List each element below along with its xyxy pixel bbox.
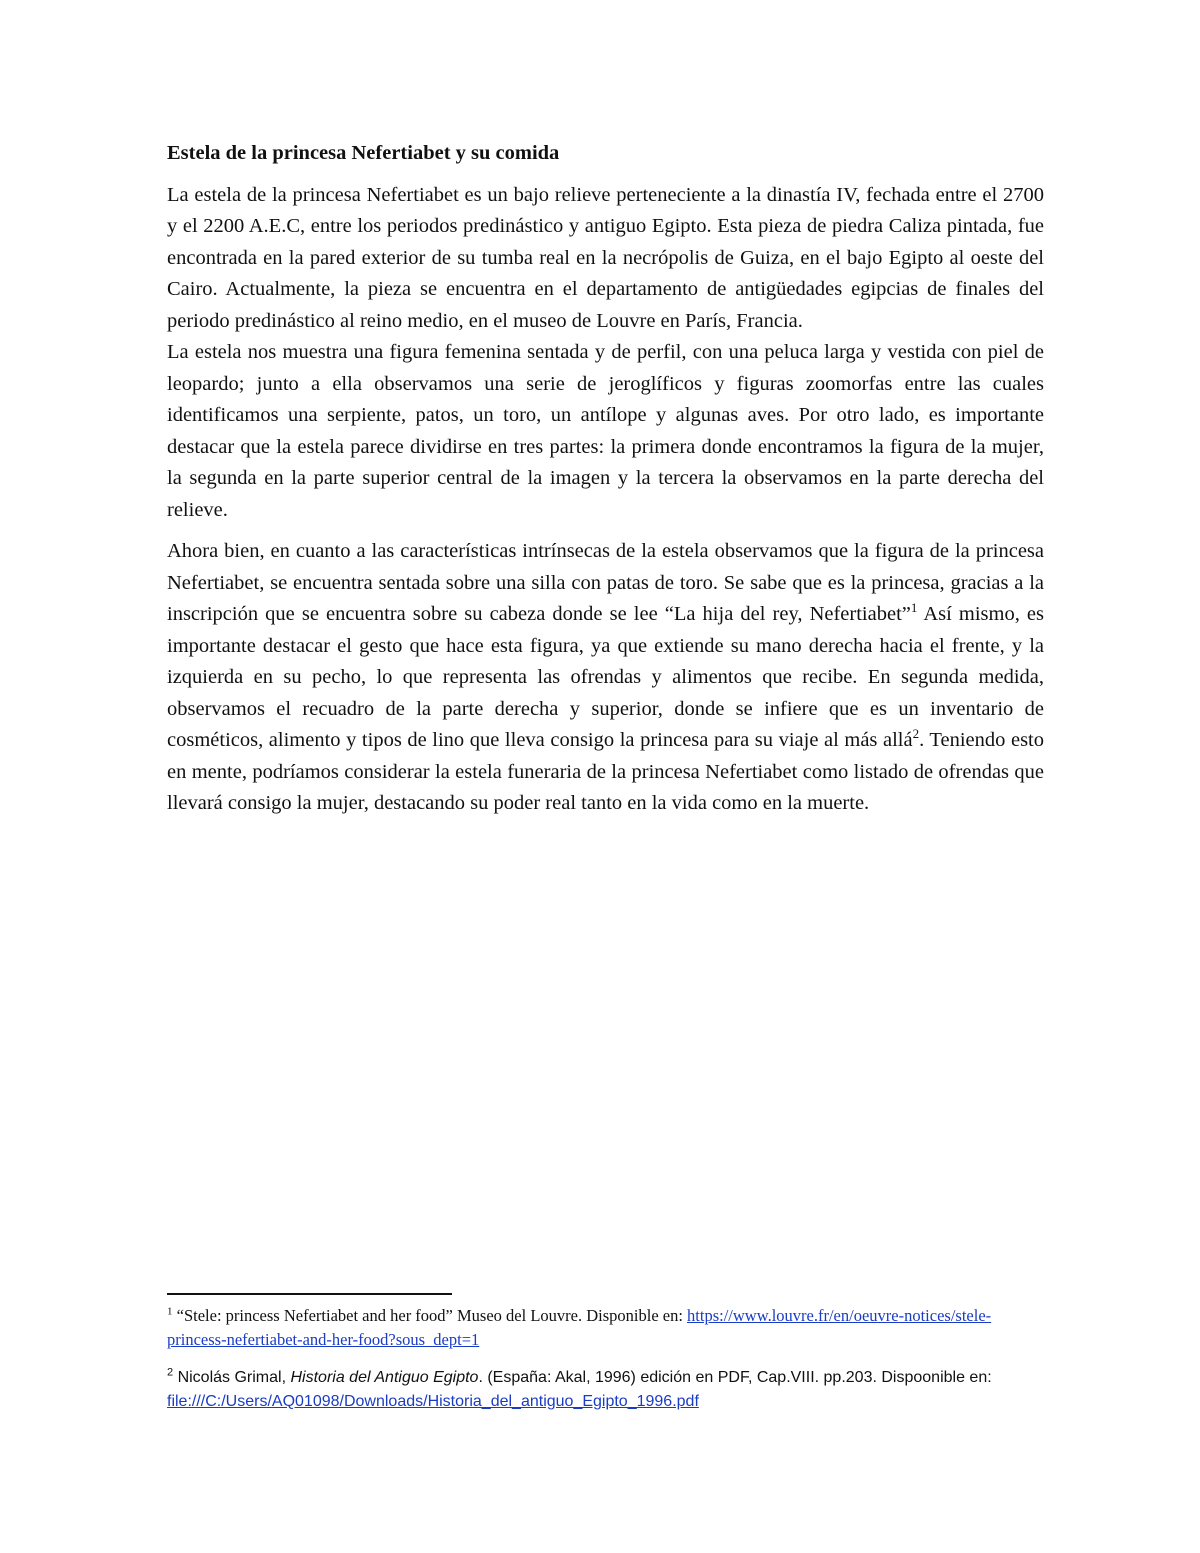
footnote-1-link[interactable]: https://www.louvre.fr/en/oeuvre-notices/stele-princess-nefertiabet-and-her-food?sous_dept=1 bbox=[167, 1306, 992, 1349]
document-title: Estela de la princesa Nefertiabet y su comida bbox=[167, 142, 560, 164]
footnote-2-text-b: . (España: Akal, 1996) edición en PDF, Cap.VIII. pp.203. Dispoonible en: bbox=[478, 1369, 992, 1386]
document-body bbox=[167, 138, 1044, 820]
footnotes bbox=[167, 1304, 1044, 1414]
footnote-2-link[interactable]: file:///C:/Users/AQ01098/Downloads/Historia_del_antiguo_Egipto_1996.pdf bbox=[167, 1393, 699, 1410]
footnote-ref-2[interactable]: 2 bbox=[912, 726, 920, 742]
footnote-ref-1[interactable]: 1 bbox=[910, 600, 918, 616]
footnote-2-number: 2 bbox=[167, 1366, 174, 1379]
paragraph-3 bbox=[167, 536, 1044, 820]
paragraph-2: La estela nos muestra una figura femenina sentada y de perfil, con una peluca larga y vestida con piel de leopardo; junto a ella observamos una serie de jeroglíficos y figuras zoomorfas entre las cuales identificamos una serpiente, patos, un toro, un antílope y algunas aves. Por otro lado, es importante destacar que la estela parece dividirse en tres partes: la primera donde encontramos la figura de la mujer, la segunda en la parte superior central de la imagen y la tercera la observamos en la parte derecha del relieve. bbox=[167, 341, 1044, 521]
footnote-1-text: “Stele: princess Nefertiabet and her food” Museo del Louvre. Disponible en: bbox=[172, 1306, 688, 1325]
paragraph-3-part-c: . Teniendo esto en mente, podríamos considerar la estela funeraria de la princesa Nefertiabet como listado de ofrendas que llevará consigo la mujer, destacando su poder real tanto en la vida como en la muerte. bbox=[167, 729, 1044, 814]
footnote-1-number: 1 bbox=[167, 1305, 173, 1318]
footnote-separator bbox=[167, 1293, 452, 1295]
paragraph-3-part-a: Ahora bien, en cuanto a las características intrínsecas de la estela observamos que la figura de la princesa Nefertiabet, se encuentra sentada sobre una silla con patas de toro. Se sabe que es la princesa, gracias a la inscripción que se encuentra sobre su cabeza donde se lee “La hija del rey, Nefertiabet” bbox=[167, 540, 1044, 625]
paragraph-3-part-b: Así mismo, es importante destacar el gesto que hace esta figura, ya que extiende su mano derecha hacia el frente, y la izquierda en su pecho, lo que representa las ofrendas y alimentos que recibe. En segunda medida, observamos el recuadro de la parte derecha y superior, donde se infiere que es un inventario de cosméticos, alimento y tipos de lino que lleva consigo la princesa para su viaje al más allá bbox=[167, 603, 1044, 751]
footnote-2-book-title: Historia del Antiguo Egipto bbox=[290, 1369, 479, 1386]
footnote-2 bbox=[167, 1366, 1044, 1414]
paragraph-1: La estela de la princesa Nefertiabet es un bajo relieve perteneciente a la dinastía IV, fechada entre el 2700 y el 2200 A.E.C, entre los periodos predinástico y antiguo Egipto. Esta pieza de piedra Caliza pintada, fue encontrada en la pared exterior de su tumba real en la necrópolis de Guiza, en el bajo Egipto al oeste del Cairo. Actualmente, la pieza se encuentra en el departamento de antigüedades egipcias de finales del periodo predinástico al reino medio, en el museo de Louvre en París, Francia. bbox=[167, 183, 1044, 332]
footnote-1 bbox=[167, 1304, 1044, 1352]
footnote-2-text-a: Nicolás Grimal, bbox=[173, 1369, 291, 1386]
